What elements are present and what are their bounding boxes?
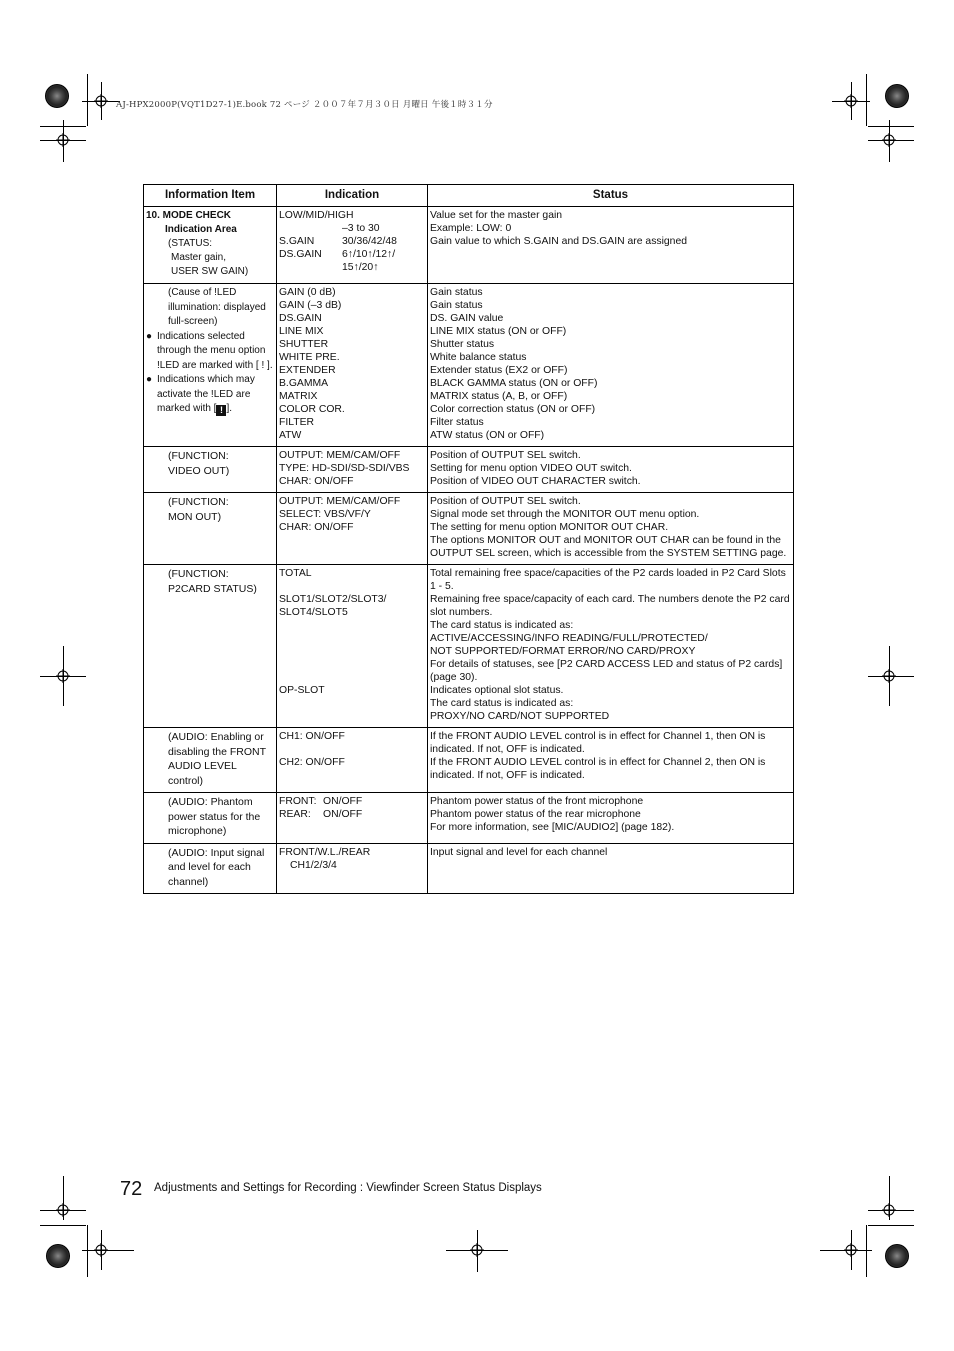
item-text: (FUNCTION: <box>168 450 229 462</box>
spacer <box>279 743 425 756</box>
indication-label: REAR: <box>279 809 311 820</box>
status-text: ATW status (ON or OFF) <box>430 430 545 441</box>
status-text: DS. GAIN value <box>430 313 504 324</box>
crop-mark <box>868 1225 914 1226</box>
status-text: If the FRONT AUDIO LEVEL control is in effect for Channel 2, then ON is indicated. If not, OFF is indicated. <box>430 757 766 781</box>
status-text: Extender status (EX2 or OFF) <box>430 365 568 376</box>
status-text: Input signal and level for each channel <box>430 846 608 858</box>
indication-text: FILTER <box>279 417 315 428</box>
status-text: For more information, see [MIC/AUDIO2] (page 182). <box>430 822 675 833</box>
indication-cell <box>277 728 428 793</box>
item-text: (FUNCTION: <box>168 568 229 580</box>
registration-disc-icon <box>885 84 909 108</box>
indication-cell <box>277 493 428 565</box>
status-cell <box>428 843 794 894</box>
registration-target-icon <box>844 1243 858 1257</box>
registration-disc-icon <box>46 1244 70 1268</box>
indication-line <box>279 795 425 808</box>
table-row <box>144 493 794 565</box>
bullet-icon: ● <box>146 374 153 385</box>
item-text: (STATUS: <box>168 238 213 249</box>
status-text: Signal mode set through the MONITOR OUT menu option. <box>430 509 700 520</box>
table-row <box>144 284 794 447</box>
indication-value: ON/OFF <box>323 796 363 807</box>
book-header-line: AJ-HPX2000P(VQT1D27-1)E.book 72 ページ ２００７年７月３０日 月曜日 午後１時３１分 <box>116 100 493 110</box>
information-item-cell <box>144 493 277 565</box>
indication-text: OUTPUT: MEM/CAM/OFF <box>279 496 401 507</box>
indication-text: –3 to 30 <box>342 223 380 234</box>
status-text: BLACK GAMMA status (ON or OFF) <box>430 378 598 389</box>
status-cell <box>428 493 794 565</box>
registration-target-icon <box>56 669 70 683</box>
status-text: Gain value to which S.GAIN and DS.GAIN are assigned <box>430 236 688 247</box>
registration-target-icon <box>470 1243 484 1257</box>
table-header-row <box>144 185 794 207</box>
indication-text: CH1: ON/OFF <box>279 731 345 742</box>
registration-target-icon <box>94 94 108 108</box>
footer-section-title: Adjustments and Settings for Recording : Viewfinder Screen Status Displays <box>154 1182 542 1194</box>
indication-value: 6↑/10↑/12↑/ <box>342 249 396 260</box>
list-item <box>146 373 274 417</box>
indication-text: SLOT1/SLOT2/SLOT3/ <box>279 594 387 605</box>
indication-cell <box>277 284 428 447</box>
bullet-text: ]. <box>226 403 233 414</box>
table-row <box>144 793 794 844</box>
column-header-information-item: Information Item <box>144 185 277 207</box>
information-item-cell <box>144 207 277 284</box>
list-item <box>146 330 274 374</box>
column-header-status: Status <box>428 185 794 207</box>
registration-disc-icon <box>885 1244 909 1268</box>
mode-check-table <box>143 184 794 894</box>
status-text: Gain status <box>430 287 483 298</box>
indication-text: CHAR: ON/OFF <box>279 476 354 487</box>
section-subtitle: Indication Area <box>165 224 237 235</box>
item-text: P2CARD STATUS) <box>168 583 257 595</box>
indication-text: CHAR: ON/OFF <box>279 522 354 533</box>
indication-text: CH1/2/3/4 <box>290 859 337 871</box>
registration-target-icon <box>882 1203 896 1217</box>
status-text: Position of OUTPUT SEL switch. <box>430 496 581 507</box>
column-header-indication: Indication <box>277 185 428 207</box>
status-text: White balance status <box>430 352 527 363</box>
information-item-cell <box>144 284 277 447</box>
crop-mark <box>866 74 867 126</box>
information-item-cell <box>144 447 277 493</box>
item-text: (FUNCTION: <box>168 496 229 508</box>
bullet-text: Indications which may activate the !LED are marked with [ <box>157 374 255 414</box>
indication-text: B.GAMMA <box>279 378 329 389</box>
indication-text: COLOR COR. <box>279 404 345 415</box>
registration-target-icon <box>56 133 70 147</box>
status-text: Example: LOW: 0 <box>430 223 512 234</box>
indication-cell <box>277 843 428 894</box>
indication-cell <box>277 207 428 284</box>
indication-text: GAIN (0 dB) <box>279 287 336 298</box>
indication-text: OUTPUT: MEM/CAM/OFF <box>279 450 401 461</box>
item-text: VIDEO OUT) <box>168 465 230 477</box>
status-text: Setting for menu option VIDEO OUT switch. <box>430 463 632 474</box>
table-row <box>144 447 794 493</box>
crop-mark <box>87 1225 88 1277</box>
information-item-cell <box>144 728 277 793</box>
indication-cell <box>277 447 428 493</box>
indication-cell <box>277 793 428 844</box>
information-item-cell <box>144 793 277 844</box>
indication-text: 15↑/20↑ <box>342 262 379 273</box>
item-text: MON OUT) <box>168 511 222 523</box>
status-cell <box>428 447 794 493</box>
indication-text: OP-SLOT <box>279 685 325 696</box>
table-row <box>144 843 794 894</box>
indication-value: 30/36/42/48 <box>342 236 397 247</box>
status-text: Phantom power status of the rear microphone <box>430 809 641 820</box>
status-text: Phantom power status of the front microphone <box>430 796 644 807</box>
status-text: If the FRONT AUDIO LEVEL control is in effect for Channel 1, then ON is indicated. If not, OFF is indicated. <box>430 731 766 755</box>
indication-label: S.GAIN <box>279 236 315 247</box>
status-text: Position of OUTPUT SEL switch. <box>430 450 581 461</box>
status-cell <box>428 565 794 728</box>
table-row <box>144 207 794 284</box>
status-text: Value set for the master gain <box>430 210 563 221</box>
crop-mark <box>82 1250 134 1251</box>
section-title: 10. MODE CHECK <box>146 210 232 221</box>
item-text: USER SW GAIN) <box>171 266 249 277</box>
status-text: LINE MIX status (ON or OFF) <box>430 326 567 337</box>
indication-line <box>279 248 425 261</box>
registration-disc-icon <box>45 84 69 108</box>
status-text: NOT SUPPORTED/FORMAT ERROR/NO CARD/PROXY <box>430 646 696 657</box>
status-cell <box>428 793 794 844</box>
item-text: Master gain, <box>171 252 227 263</box>
indication-label: DS.GAIN <box>279 249 322 260</box>
indication-value: ON/OFF <box>323 809 363 820</box>
indication-text: TOTAL <box>279 568 312 579</box>
table-row <box>144 565 794 728</box>
indication-text: MATRIX <box>279 391 318 402</box>
indication-text: WHITE PRE. <box>279 352 340 363</box>
bullet-text: Indications selected through the menu option !LED are marked with [ ! ]. <box>157 330 273 371</box>
status-text: Total remaining free space/capacities of the P2 cards loaded in P2 Card Slots 1 - 5. <box>430 568 786 592</box>
indication-text: SELECT: VBS/VF/Y <box>279 509 371 520</box>
indication-text: FRONT/W.L./REAR <box>279 846 371 858</box>
crop-mark <box>87 74 88 126</box>
registration-target-icon <box>882 669 896 683</box>
indication-line <box>279 235 425 248</box>
status-text: Indicates optional slot status. <box>430 685 564 696</box>
registration-target-icon <box>882 133 896 147</box>
status-text: Filter status <box>430 417 484 428</box>
information-item-cell <box>144 843 277 894</box>
indication-label: FRONT: <box>279 796 317 807</box>
spacer <box>279 580 425 593</box>
indication-text: LINE MIX <box>279 326 324 337</box>
bullet-icon: ● <box>146 330 153 342</box>
indication-line <box>279 808 425 821</box>
status-cell <box>428 207 794 284</box>
status-text: The setting for menu option MONITOR OUT CHAR. <box>430 522 669 533</box>
indication-text: EXTENDER <box>279 365 336 376</box>
exclamation-icon: ! <box>216 405 226 416</box>
item-text: (AUDIO: Enabling or disabling the FRONT AUDIO LEVEL control) <box>168 731 266 787</box>
indication-text: DS.GAIN <box>279 313 322 324</box>
indication-text: CH2: ON/OFF <box>279 757 345 768</box>
status-text: Shutter status <box>430 339 495 350</box>
status-text: Remaining free space/capacity of each card. The numbers denote the P2 card slot numbers. <box>430 594 790 618</box>
status-text: MATRIX status (A, B, or OFF) <box>430 391 568 402</box>
status-text: PROXY/NO CARD/NOT SUPPORTED <box>430 711 610 722</box>
registration-target-icon <box>56 1203 70 1217</box>
registration-target-icon <box>94 1243 108 1257</box>
status-text: Color correction status (ON or OFF) <box>430 404 596 415</box>
status-text: The card status is indicated as: <box>430 620 574 631</box>
indication-cell <box>277 565 428 728</box>
registration-target-icon <box>844 94 858 108</box>
status-cell <box>428 284 794 447</box>
item-text: (Cause of !LED illumination: displayed full-screen) <box>168 287 266 327</box>
status-text: Gain status <box>430 300 483 311</box>
crop-mark <box>866 1225 867 1277</box>
crop-mark <box>40 1225 86 1226</box>
indication-text: GAIN (–3 dB) <box>279 300 342 311</box>
status-text: For details of statuses, see [P2 CARD ACCESS LED and status of P2 cards] (page 30). <box>430 659 783 683</box>
item-text: (AUDIO: Input signal and level for each channel) <box>168 846 265 888</box>
status-text: Position of VIDEO OUT CHARACTER switch. <box>430 476 641 487</box>
table-row <box>144 728 794 793</box>
information-item-cell <box>144 565 277 728</box>
crop-mark <box>868 126 914 127</box>
page-number: 72 <box>120 1178 143 1200</box>
indication-text: LOW/MID/HIGH <box>279 210 354 221</box>
indication-text: TYPE: HD-SDI/SD-SDI/VBS <box>279 463 410 474</box>
indication-text: ATW <box>279 430 302 441</box>
indication-text: SLOT4/SLOT5 <box>279 607 348 618</box>
status-cell <box>428 728 794 793</box>
status-text: ACTIVE/ACCESSING/INFO READING/FULL/PROTECTED/ <box>430 633 708 644</box>
indication-text: SHUTTER <box>279 339 329 350</box>
spacer <box>279 619 425 684</box>
status-text: The card status is indicated as: <box>430 698 574 709</box>
status-text: The options MONITOR OUT and MONITOR OUT CHAR can be found in the OUTPUT SEL screen, which is accessible from the SYSTEM SETTING page. <box>430 535 787 559</box>
item-text: (AUDIO: Phantom power status for the microphone) <box>168 796 261 837</box>
